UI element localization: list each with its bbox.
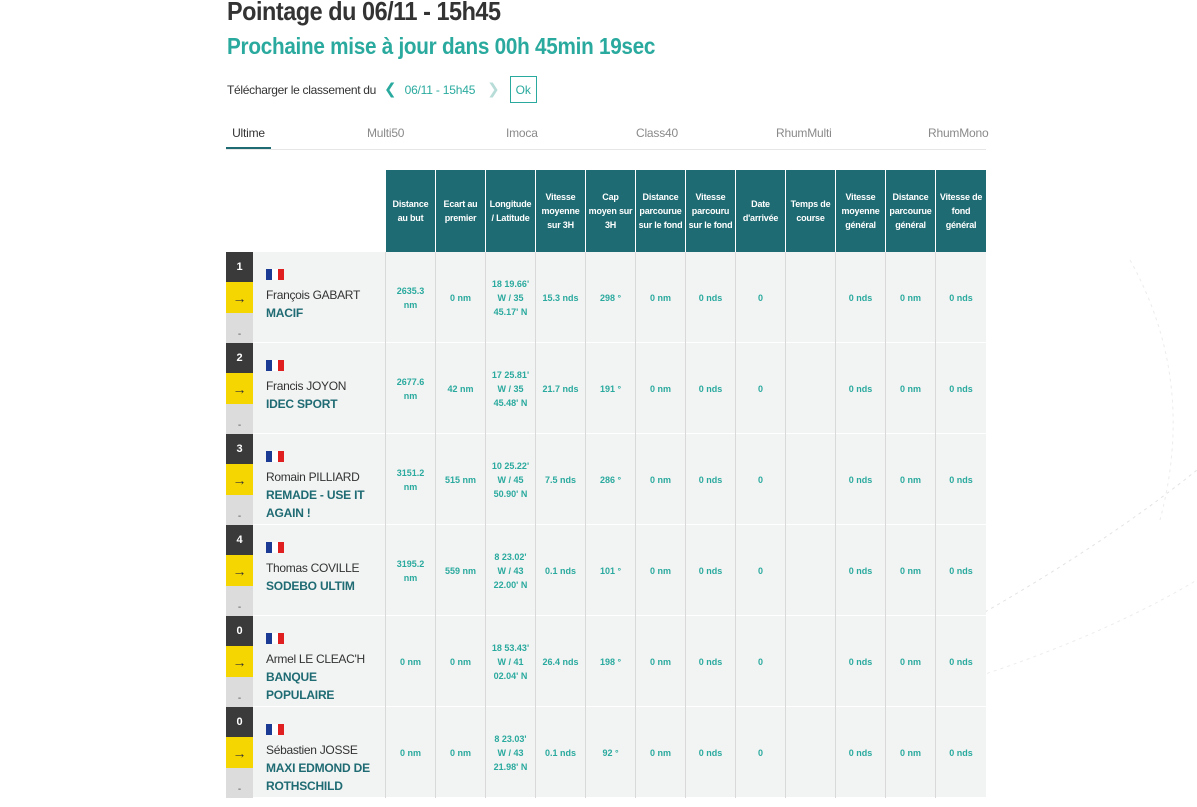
download-label: Télécharger le classement du bbox=[227, 82, 377, 97]
rank-number: 1 bbox=[226, 252, 253, 282]
table-cell bbox=[786, 252, 836, 343]
table-row[interactable] bbox=[226, 252, 986, 343]
table-cell: 0 nds bbox=[836, 707, 886, 798]
table-cell: 0 nds bbox=[949, 292, 973, 303]
table-cell: 0 nds bbox=[949, 656, 973, 667]
table-cell: 17 25.81' W / 35 45.48' N bbox=[486, 343, 536, 434]
table-cell bbox=[786, 707, 836, 798]
rank-number: 2 bbox=[226, 343, 253, 373]
table-cell: 2677.6 nm bbox=[386, 343, 436, 434]
table-cell: 0 nds bbox=[686, 525, 736, 616]
skipper-cell bbox=[253, 707, 386, 798]
table-cell: 0 nm bbox=[886, 252, 936, 343]
skipper-cell bbox=[253, 434, 386, 525]
table-cell: 8 23.02' W / 43 22.00' N bbox=[486, 525, 536, 616]
table-cell: 0 nds bbox=[686, 252, 736, 343]
rank-column bbox=[226, 252, 253, 343]
france-flag-icon bbox=[266, 633, 284, 644]
table-cell: 0.1 nds bbox=[536, 707, 586, 798]
column-header: Ecart au premier bbox=[436, 170, 486, 252]
skipper-name: Sébastien JOSSE bbox=[266, 743, 358, 757]
boat-name: MAXI EDMOND DE ROTHSCHILD bbox=[266, 761, 370, 793]
rank-column bbox=[226, 343, 253, 434]
france-flag-icon bbox=[266, 269, 284, 280]
skipper-name: Francis JOYON bbox=[266, 379, 347, 393]
table-cell: 191 ° bbox=[586, 343, 636, 434]
rank-change: - bbox=[226, 768, 253, 798]
table-cell: 0 nm bbox=[436, 707, 486, 798]
table-cell: 0 nds bbox=[686, 616, 736, 707]
download-ranking-bar bbox=[227, 76, 537, 103]
rank-number: 0 bbox=[226, 616, 253, 646]
column-header: Vitesse parcouru sur le fond bbox=[686, 170, 736, 252]
table-row[interactable] bbox=[226, 343, 986, 434]
skipper-name: Thomas COVILLE bbox=[266, 561, 360, 575]
table-cell: 0 nm bbox=[636, 525, 686, 616]
tab-class40[interactable]: Class40 bbox=[636, 126, 678, 140]
arrow-right-icon: → bbox=[226, 373, 253, 404]
table-cell: 515 nm bbox=[436, 434, 486, 525]
column-header: Temps de course bbox=[786, 170, 836, 252]
table-cell: 0 nm bbox=[886, 343, 936, 434]
table-row[interactable] bbox=[226, 525, 986, 616]
france-flag-icon bbox=[266, 451, 284, 462]
skipper-name: François GABART bbox=[266, 288, 360, 302]
table-cell: 0 bbox=[736, 252, 786, 343]
tab-rhummulti[interactable]: RhumMulti bbox=[776, 126, 832, 140]
arrow-right-icon: → bbox=[226, 555, 253, 586]
tab-imoca[interactable]: Imoca bbox=[506, 126, 538, 140]
table-cell: 0 bbox=[736, 434, 786, 525]
table-cell: 0 bbox=[736, 525, 786, 616]
column-header: Longitude / Latitude bbox=[486, 170, 536, 252]
rank-change: - bbox=[226, 495, 253, 525]
table-cell: 559 nm bbox=[436, 525, 486, 616]
table-cell: 0 nm bbox=[886, 616, 936, 707]
table-cell: 198 ° bbox=[586, 616, 636, 707]
table-cell: 0 nds bbox=[836, 616, 886, 707]
skipper-cell bbox=[253, 343, 386, 434]
rank-number: 0 bbox=[226, 707, 253, 737]
arrow-right-icon: → bbox=[226, 464, 253, 495]
column-header: Distance parcourue sur le fond bbox=[636, 170, 686, 252]
table-row[interactable] bbox=[226, 707, 986, 798]
table-cell: 101 ° bbox=[586, 525, 636, 616]
table-cell: 0 bbox=[736, 707, 786, 798]
table-cell bbox=[786, 525, 836, 616]
table-cell: 0 nm bbox=[386, 616, 436, 707]
table-cell: 0 nm bbox=[436, 252, 486, 343]
boat-name: IDEC SPORT bbox=[266, 397, 338, 411]
boat-name: BANQUE POPULAIRE bbox=[266, 670, 335, 702]
rank-column bbox=[226, 525, 253, 616]
table-cell: 0 nm bbox=[386, 707, 436, 798]
skipper-name: Armel LE CLEAC'H bbox=[266, 652, 365, 666]
arrow-right-icon: → bbox=[226, 737, 253, 768]
table-cell: 0 nds bbox=[686, 434, 736, 525]
table-row[interactable] bbox=[226, 616, 986, 707]
table-cell: 0 nds bbox=[686, 343, 736, 434]
table-cell: 0 nds bbox=[836, 252, 886, 343]
ok-button[interactable]: Ok bbox=[510, 76, 537, 103]
rank-column bbox=[226, 616, 253, 707]
table-cell: 92 ° bbox=[586, 707, 636, 798]
column-header: Vitesse de fond général bbox=[936, 170, 986, 252]
column-header: Distance parcourue général bbox=[886, 170, 936, 252]
table-cell: 0 nm bbox=[636, 707, 686, 798]
table-cell: 0 bbox=[736, 616, 786, 707]
ranking-table-body bbox=[226, 252, 986, 798]
table-cell: 298 ° bbox=[586, 252, 636, 343]
table-cell: 0 nds bbox=[949, 474, 973, 485]
table-cell: 26.4 nds bbox=[536, 616, 586, 707]
table-cell: 0 nds bbox=[836, 343, 886, 434]
table-row[interactable] bbox=[226, 434, 986, 525]
rank-change: - bbox=[226, 313, 253, 343]
table-cell: 0 nds bbox=[949, 383, 973, 394]
table-cell: 0 nds bbox=[686, 707, 736, 798]
skipper-cell bbox=[253, 525, 386, 616]
table-cell: 0 nm bbox=[886, 525, 936, 616]
table-cell: 10 25.22' W / 45 50.90' N bbox=[486, 434, 536, 525]
france-flag-icon bbox=[266, 360, 284, 371]
boat-name: REMADE - USE IT AGAIN ! bbox=[266, 488, 365, 520]
skipper-cell bbox=[253, 252, 386, 343]
table-cell: 8 23.03' W / 43 21.98' N bbox=[486, 707, 536, 798]
table-cell: 0 nm bbox=[636, 252, 686, 343]
boat-name: SODEBO ULTIM bbox=[266, 579, 355, 593]
ranking-date: 06/11 - 15h45 bbox=[404, 82, 476, 97]
ranking-table-header bbox=[386, 170, 986, 252]
next-update-countdown: Prochaine mise à jour dans 00h 45min 19sec bbox=[227, 33, 656, 59]
table-cell: 3151.2 nm bbox=[386, 434, 436, 525]
column-header: Vitesse moyenne sur 3H bbox=[536, 170, 586, 252]
france-flag-icon bbox=[266, 542, 284, 553]
boat-name: MACIF bbox=[266, 306, 303, 320]
page-title: Pointage du 06/11 - 15h45 bbox=[227, 0, 501, 26]
table-cell: 0 nds bbox=[949, 565, 973, 576]
table-cell: 3195.2 nm bbox=[386, 525, 436, 616]
skipper-cell bbox=[253, 616, 386, 707]
table-cell: 42 nm bbox=[436, 343, 486, 434]
class-tabs bbox=[226, 120, 989, 150]
tab-multi50[interactable]: Multi50 bbox=[367, 126, 405, 140]
table-cell: 21.7 nds bbox=[536, 343, 586, 434]
table-cell: 0 nds bbox=[949, 747, 973, 758]
table-cell: 0.1 nds bbox=[536, 525, 586, 616]
table-cell bbox=[786, 434, 836, 525]
table-cell: 2635.3 nm bbox=[386, 252, 436, 343]
table-cell: 0 nm bbox=[636, 616, 686, 707]
column-header: Date d'arrivée bbox=[736, 170, 786, 252]
table-cell: 18 19.66' W / 35 45.17' N bbox=[486, 252, 536, 343]
rank-column bbox=[226, 707, 253, 798]
rank-column bbox=[226, 434, 253, 525]
skipper-name: Romain PILLIARD bbox=[266, 470, 360, 484]
table-cell bbox=[786, 616, 836, 707]
table-cell: 0 nm bbox=[636, 434, 686, 525]
rank-change: - bbox=[226, 404, 253, 434]
arrow-right-icon: → bbox=[226, 646, 253, 677]
table-cell: 0 nds bbox=[836, 525, 886, 616]
rank-number: 4 bbox=[226, 525, 253, 555]
column-header: Vitesse moyenne général bbox=[836, 170, 886, 252]
table-cell: 18 53.43' W / 41 02.04' N bbox=[486, 616, 536, 707]
tab-ultime[interactable]: Ultime bbox=[226, 120, 271, 149]
column-header: Distance au but bbox=[386, 170, 436, 252]
table-cell: 0 bbox=[736, 343, 786, 434]
france-flag-icon bbox=[266, 724, 284, 735]
column-header: Cap moyen sur 3H bbox=[586, 170, 636, 252]
table-cell: 286 ° bbox=[586, 434, 636, 525]
table-cell: 0 nm bbox=[886, 434, 936, 525]
table-cell: 15.3 nds bbox=[536, 252, 586, 343]
table-cell: 0 nds bbox=[836, 434, 886, 525]
table-cell: 0 nm bbox=[886, 707, 936, 798]
table-cell: 7.5 nds bbox=[536, 434, 586, 525]
tab-rhummono[interactable]: RhumMono bbox=[928, 126, 989, 140]
arrow-right-icon: → bbox=[226, 282, 253, 313]
table-cell: 0 nm bbox=[636, 343, 686, 434]
table-cell bbox=[786, 343, 836, 434]
chevron-left-icon[interactable]: ❮ bbox=[384, 80, 397, 98]
rank-change: - bbox=[226, 586, 253, 616]
rank-number: 3 bbox=[226, 434, 253, 464]
table-cell: 0 nm bbox=[436, 616, 486, 707]
chevron-right-icon[interactable]: ❯ bbox=[487, 80, 500, 98]
rank-change: - bbox=[226, 677, 253, 707]
